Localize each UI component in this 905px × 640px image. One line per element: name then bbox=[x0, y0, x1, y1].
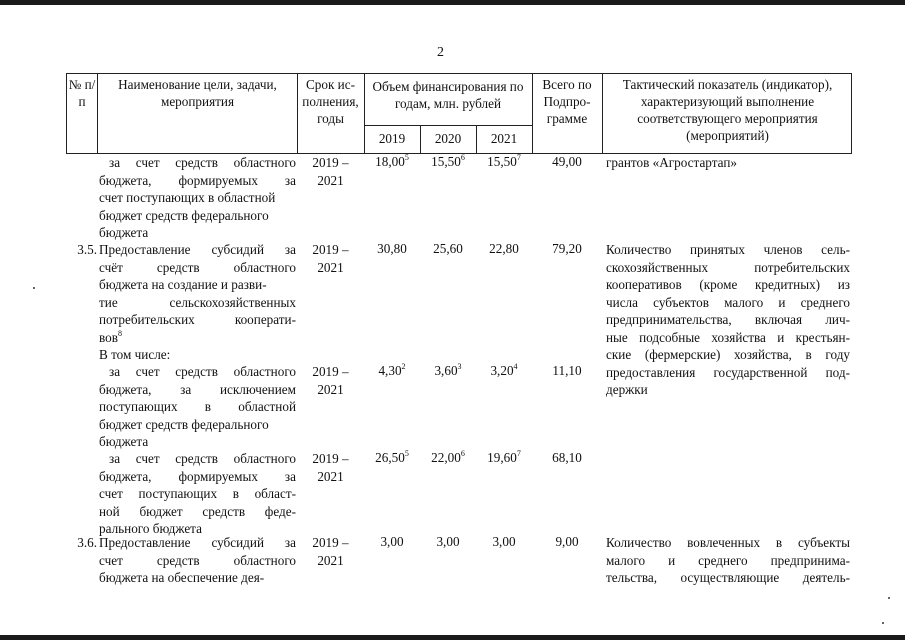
row-term bbox=[299, 241, 362, 276]
row-name bbox=[99, 154, 296, 242]
header-year-2020: 2020 bbox=[434, 131, 462, 146]
term-line: 2019 – bbox=[312, 242, 349, 257]
value-2019: 3,00 bbox=[380, 534, 404, 549]
indicator-line: Количество принятых членов сель- bbox=[606, 242, 850, 257]
indicator-line: тельства, осуществляющие деятель- bbox=[606, 570, 850, 585]
name-line: ной бюджет средств феде- bbox=[99, 503, 296, 519]
indicator-text bbox=[606, 534, 850, 587]
value-total: 9,00 bbox=[555, 534, 579, 549]
value-2021: 3,20$^4$ bbox=[490, 362, 518, 378]
subheading: В том числе: bbox=[99, 347, 171, 362]
value-total: 68,10 bbox=[552, 450, 582, 465]
indicator-text bbox=[606, 241, 850, 399]
row-name bbox=[99, 241, 296, 364]
value-2019: 30,80 bbox=[377, 241, 407, 256]
term-line: 2021 bbox=[317, 552, 344, 568]
header-name: Наименование цели, задачи, мероприятия bbox=[118, 77, 277, 109]
indicator-line: малого и среднего предпринима- bbox=[606, 552, 850, 568]
header-funding: Объем финансирования по годам, млн. рублей bbox=[372, 79, 524, 111]
value-2019: 18,00$^5$ bbox=[375, 153, 409, 169]
scan-speck bbox=[882, 622, 884, 624]
value-2019: 26,50$^5$ bbox=[375, 449, 409, 465]
row-name bbox=[99, 534, 296, 587]
value-2020: 22,00$^6$ bbox=[431, 449, 465, 465]
indicator-line: держки bbox=[606, 382, 648, 397]
term-line: 2021 bbox=[317, 468, 344, 484]
name-line: бюджета bbox=[99, 434, 149, 449]
row-number: 3.5. bbox=[77, 242, 97, 257]
col-border bbox=[851, 73, 852, 154]
header-term: Срок ис-полнения, годы bbox=[302, 77, 359, 126]
bottom-scan-border bbox=[0, 635, 905, 640]
table-top-border bbox=[66, 73, 851, 74]
name-line: за счет средств областного bbox=[109, 155, 296, 170]
name-line: бюджет средств федерального bbox=[99, 416, 269, 432]
name-line: за счет средств областного bbox=[109, 364, 296, 379]
row-term bbox=[299, 154, 362, 189]
name-line: бюджет средств федерального bbox=[99, 207, 269, 223]
name-line: бюджета, за исключением bbox=[99, 381, 296, 397]
row-term bbox=[299, 450, 362, 485]
name-line: тие сельскохозяйственных bbox=[99, 294, 296, 310]
value-2021: 22,80 bbox=[489, 241, 519, 256]
top-scan-border bbox=[0, 0, 905, 5]
col-border bbox=[602, 73, 603, 154]
name-line: счет средств областного bbox=[99, 552, 296, 568]
indicator-line: ные подсобные хозяйства и крестьян- bbox=[606, 329, 850, 345]
row-term bbox=[299, 534, 362, 569]
term-line: 2021 bbox=[317, 381, 344, 397]
value-2020: 15,50$^6$ bbox=[431, 153, 465, 169]
name-line: бюджета, формируемых за bbox=[99, 172, 296, 188]
term-line: 2019 – bbox=[312, 535, 349, 550]
name-line: рального бюджета bbox=[99, 521, 202, 536]
term-line: 2019 – bbox=[312, 451, 349, 466]
name-line: счет поступающих в областной bbox=[99, 190, 276, 205]
row-name bbox=[99, 450, 296, 538]
header-indicator: Тактический показатель (индикатор), характеризующий выполнение соответствующего мероприятия (мероприятий) bbox=[622, 77, 833, 143]
name-line: Предоставление субсидий за bbox=[99, 535, 296, 550]
value-2020: 3,00 bbox=[436, 534, 460, 549]
row-name bbox=[99, 363, 296, 451]
indicator-line: ские (фермерские) хозяйства, в году bbox=[606, 347, 850, 362]
indicator-line: предоставления государственной под- bbox=[606, 364, 850, 380]
name-line: бюджета, формируемых за bbox=[99, 468, 296, 484]
scan-speck bbox=[888, 597, 890, 599]
value-2021: 15,50$^7$ bbox=[487, 153, 521, 169]
header-total: Всего по Подпро-грамме bbox=[542, 77, 592, 126]
name-line: за счет средств областного bbox=[109, 451, 296, 466]
value-2021: 19,60$^7$ bbox=[487, 449, 521, 465]
scan-speck bbox=[33, 287, 35, 289]
term-line: 2019 – bbox=[312, 155, 349, 170]
indicator-line: числа субъектов малого и среднего bbox=[606, 294, 850, 310]
years-divider-line bbox=[364, 125, 532, 126]
name-line: счет поступающих в област- bbox=[99, 486, 296, 501]
col-border bbox=[532, 73, 533, 154]
row-term bbox=[299, 363, 362, 398]
col-border bbox=[97, 73, 98, 154]
row-number: 3.6. bbox=[77, 535, 97, 550]
indicator-line: предпринимательства, включая лич- bbox=[606, 312, 850, 327]
value-2020: 3,60$^3$ bbox=[434, 362, 462, 378]
term-line: 2019 – bbox=[312, 364, 349, 379]
name-line: поступающих в областной bbox=[99, 399, 296, 414]
value-total: 79,20 bbox=[552, 241, 582, 256]
value-total: 11,10 bbox=[552, 363, 582, 378]
name-line: Предоставление субсидий за bbox=[99, 242, 296, 257]
name-line: бюджета bbox=[99, 225, 149, 240]
term-line: 2021 bbox=[317, 172, 344, 188]
name-line: вов$^8$ bbox=[99, 328, 122, 345]
col-border bbox=[297, 73, 298, 154]
term-line: 2021 bbox=[317, 259, 344, 275]
indicator-text: грантов «Агростартап» bbox=[606, 155, 737, 170]
header-year-2019: 2019 bbox=[378, 131, 406, 146]
value-total: 49,00 bbox=[552, 154, 582, 169]
value-2021: 3,00 bbox=[492, 534, 516, 549]
name-line: потребительских кооперати- bbox=[99, 312, 296, 327]
indicator-line: кооперативов (кроме кредитных) из bbox=[606, 277, 850, 292]
value-2019: 4,30$^2$ bbox=[378, 362, 406, 378]
name-line: бюджета на создание и разви- bbox=[99, 277, 267, 292]
indicator-line: Количество вовлеченных в субъекты bbox=[606, 535, 850, 550]
header-year-2021: 2021 bbox=[490, 131, 518, 146]
value-2020: 25,60 bbox=[433, 241, 463, 256]
page-number: 2 bbox=[437, 45, 444, 60]
name-line: счёт средств областного bbox=[99, 259, 296, 275]
header-no: № п/п bbox=[68, 77, 96, 109]
name-line: бюджета на обеспечение дея- bbox=[99, 570, 265, 585]
indicator-line: скохозяйственных потребительских bbox=[606, 259, 850, 275]
